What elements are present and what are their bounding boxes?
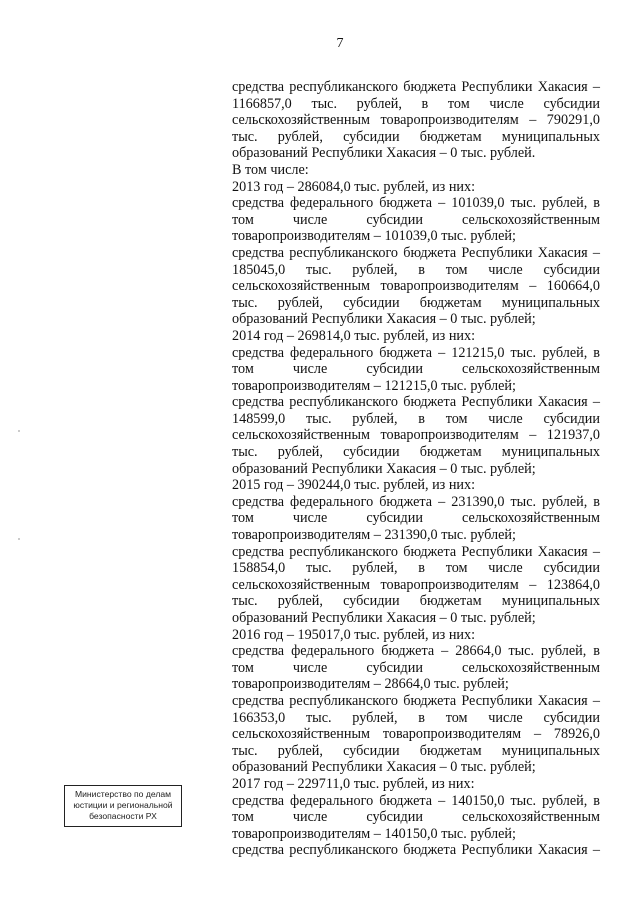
- page-number: 7: [336, 36, 344, 51]
- paragraph: средства республиканского бюджета Республики Хакасия – 166353,0 тыс. рублей, в том числе субсидии сельскохозяйственным товаропроизводителям – 78926,0 тыс. рублей, субсидии бюджетам муниципальных образований Республики Хакасия – 0 тыс. рублей;: [232, 692, 600, 776]
- stamp-line: юстиции и региональной: [73, 800, 173, 810]
- paragraph: В том числе:: [232, 161, 309, 178]
- year-heading: 2017 год – 229711,0 тыс. рублей, из них:: [232, 775, 475, 792]
- scan-speck: [18, 538, 20, 540]
- year-heading: 2015 год – 390244,0 тыс. рублей, из них:: [232, 477, 476, 494]
- year-heading: 2013 год – 286084,0 тыс. рублей, из них:: [232, 178, 476, 195]
- paragraph: средства федерального бюджета – 140150,0 тыс. рублей, в том числе субсидии сельскохозяйственным товаропроизводителям – 140150,0 тыс. рублей;: [232, 792, 600, 842]
- paragraph: средства федерального бюджета – 28664,0 тыс. рублей, в том числе субсидии сельскохозяйственным товаропроизводителям – 28664,0 тыс. рублей;: [232, 643, 600, 693]
- paragraph: средства федерального бюджета – 121215,0 тыс. рублей, в том числе субсидии сельскохозяйственным товаропроизводителям – 121215,0 тыс. рублей;: [232, 344, 600, 394]
- paragraph: средства республиканского бюджета Республики Хакасия – 148599,0 тыс. рублей, в том числе субсидии сельскохозяйственным товаропроизводителям – 121937,0 тыс. рублей, субсидии бюджетам муниципальных образований Республики Хакасия – 0 тыс. рублей;: [232, 394, 600, 477]
- paragraph: средства республиканского бюджета Республики Хакасия – 158854,0 тыс. рублей, в том числе субсидии сельскохозяйственным товаропроизводителям – 123864,0 тыс. рублей, субсидии бюджетам муниципальных образований Республики Хакасия – 0 тыс. рублей;: [232, 543, 600, 626]
- paragraph: средства федерального бюджета – 101039,0 тыс. рублей, в том числе субсидии сельскохозяйственным товаропроизводителям – 101039,0 тыс. рублей;: [232, 195, 600, 245]
- stamp-line: Министерство по делам: [74, 789, 172, 799]
- scan-speck: [18, 430, 20, 432]
- year-heading: 2016 год – 195017,0 тыс. рублей, из них:: [232, 626, 476, 643]
- paragraph: средства республиканского бюджета Республики Хакасия –: [232, 842, 600, 859]
- paragraph: средства республиканского бюджета Республики Хакасия – 1166857,0 тыс. рублей, в том числе субсидии сельскохозяйственным товаропроизводителям – 790291,0 тыс. рублей, субсидии бюджетам муниципальных образований Республики Хакасия – 0 тыс. рублей.: [232, 79, 600, 162]
- document-body: [232, 79, 600, 859]
- ministry-stamp: [64, 785, 182, 827]
- paragraph: средства федерального бюджета – 231390,0 тыс. рублей, в том числе субсидии сельскохозяйственным товаропроизводителям – 231390,0 тыс. рублей;: [232, 493, 600, 544]
- stamp-line: безопасности РХ: [89, 811, 157, 821]
- paragraph: средства республиканского бюджета Республики Хакасия – 185045,0 тыс. рублей, в том числе субсидии сельскохозяйственным товаропроизводителям – 160664,0 тыс. рублей, субсидии бюджетам муниципальных образований Республики Хакасия – 0 тыс. рублей;: [232, 244, 600, 328]
- year-heading: 2014 год – 269814,0 тыс. рублей, из них:: [232, 327, 476, 344]
